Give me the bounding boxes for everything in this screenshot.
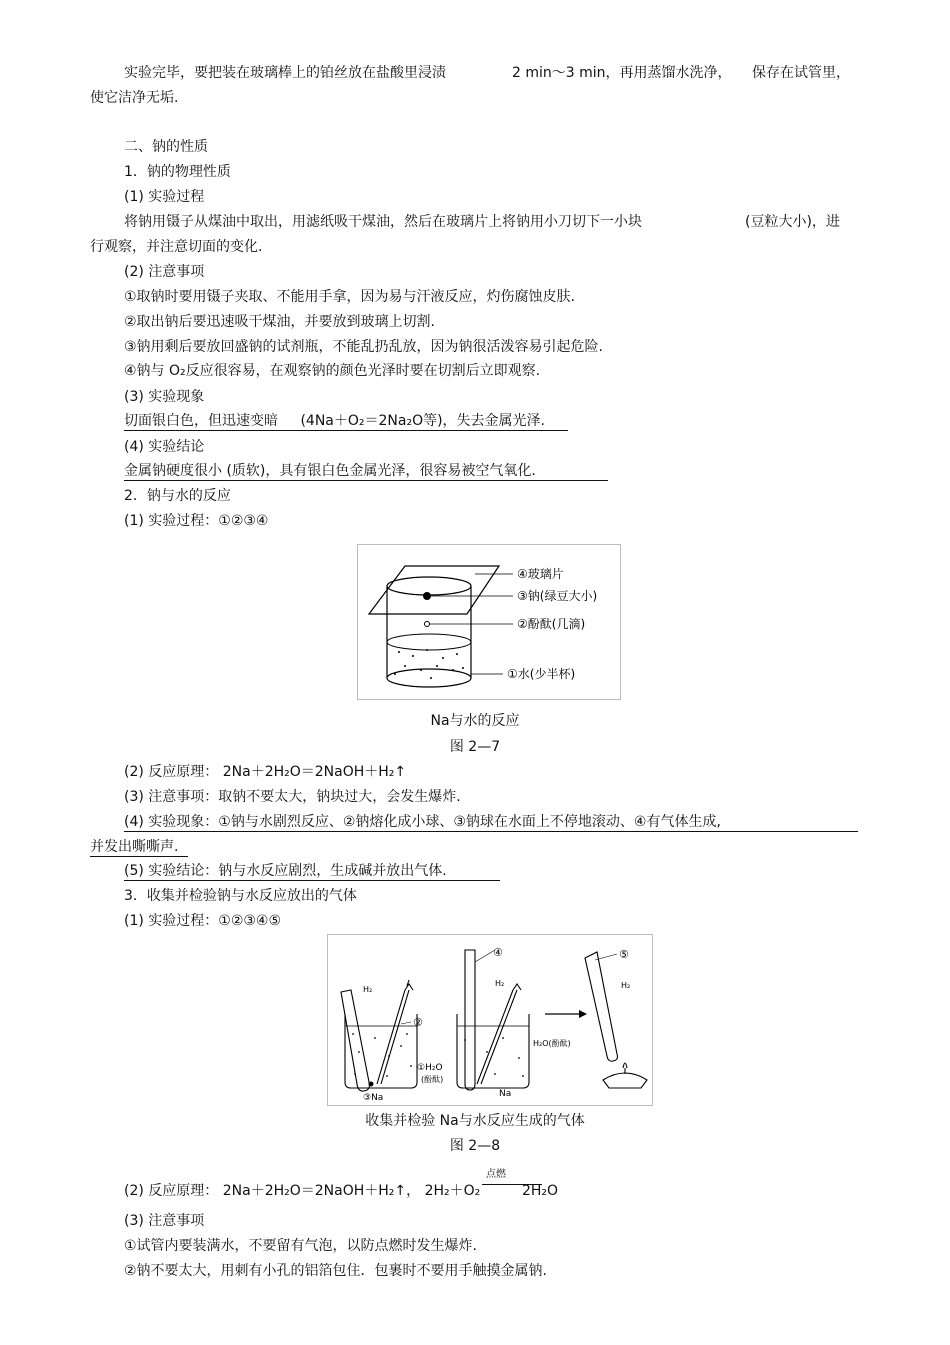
s1-conclusion-title: (4) 实验结论 (124, 439, 205, 455)
glass-plate-shape (369, 566, 499, 614)
s2-phenomenon-line1: (4) 实验现象：①钠与水剧烈反应、②钠熔化成小球、③钠球在水面上不停地滚动、④有气体生成, (124, 815, 858, 832)
section-title: 二、钠的性质 (124, 139, 208, 155)
fig8-label-water: ①H₂O (417, 1063, 443, 1073)
intro-line2: 使它洁净无垢. (90, 90, 179, 106)
fig7-label-sodium: ③钠(绿豆大小) (517, 589, 598, 603)
s3-principle-condition-bar (482, 1184, 542, 1185)
fig8-label-h2-3: H₂ (621, 981, 631, 990)
fig8-caption: 收集并检验 Na与水反应生成的气体 (365, 1113, 585, 1129)
s1-note-4: ④钠与 O₂反应很容易，在观察钠的颜色光泽时要在切割后立即观察. (124, 363, 541, 379)
fig8-label-h2o-phenol: H₂O(酚酞) (533, 1039, 571, 1048)
s1-phenomenon-part2: (4Na＋O₂＝2Na₂O等)，失去金属光泽. (300, 413, 546, 429)
intro-line1-part3: 保存在试管里， (752, 65, 850, 81)
s2-conclusion: (5) 实验结论：钠与水反应剧烈，生成碱并放出气体. (124, 864, 500, 881)
figure-2-8 (327, 934, 653, 1106)
s1-phenomenon-part1: 切面银白色，但迅速变暗 (124, 413, 278, 429)
intro-line1-part2: 2 min～3 min，再用蒸馏水洗净， (512, 65, 732, 81)
fig8-number: 图 2—8 (449, 1138, 501, 1154)
fig7-label-glass: ④玻璃片 (517, 567, 564, 581)
fig7-label-phenol: ②酚酞(几滴) (517, 617, 586, 631)
fig8-label-h2-2: H₂ (495, 979, 505, 988)
fig7-number: 图 2—7 (449, 739, 501, 755)
fig8-label-na-1: ③Na (363, 1093, 384, 1103)
figure-2-7 (357, 544, 621, 700)
s3-process-title: (1) 实验过程：①②③④⑤ (124, 913, 282, 929)
fig8-label-circle2: ② (413, 1016, 423, 1029)
s3-notes-title: (3) 注意事项 (124, 1213, 205, 1229)
s2-notes: (3) 注意事项：取钠不要太大，钠块过大，会发生爆炸. (124, 789, 461, 805)
s3-note-1: ①试管内要装满水，不要留有气泡，以防点燃时发生爆炸. (124, 1238, 477, 1254)
fig8-label-na-2: Na (499, 1089, 512, 1099)
s1-note-1: ①取钠时要用镊子夹取、不能用手拿，因为易与汗液反应，灼伤腐蚀皮肤. (124, 289, 575, 305)
s3-principle-condition: 点燃 (486, 1169, 506, 1180)
s1-process-line1-end: (豆粒大小)，进 (745, 214, 840, 230)
fig8-label-phenol: (酚酞) (421, 1075, 444, 1084)
s3-principle: (2) 反应原理： 2Na＋2H₂O＝2NaOH＋H₂↑， 2H₂＋O₂ (124, 1183, 481, 1199)
s2-principle: (2) 反应原理： 2Na＋2H₂O＝2NaOH＋H₂↑ (124, 764, 407, 780)
s2-process-title: (1) 实验过程：①②③④ (124, 513, 269, 529)
s2-phenomenon-line2: 并发出嘶嘶声. (90, 840, 188, 857)
subsection2-title: 2．钠与水的反应 (124, 488, 231, 504)
sodium-dot (423, 592, 431, 600)
s3-principle-product: 2H₂O (522, 1183, 559, 1199)
s1-conclusion-line: 金属钠硬度很小 (质软)，具有银白色金属光泽，很容易被空气氧化. (124, 464, 608, 481)
s1-process-title: (1) 实验过程 (124, 189, 205, 205)
fig7-caption: Na与水的反应 (430, 713, 520, 729)
s1-phenomenon-line (124, 414, 568, 431)
s3-note-2: ②钠不要太大，用刺有小孔的铝箔包住．包裹时不要用手触摸金属钠. (124, 1263, 547, 1279)
s1-note-3: ③钠用剩后要放回盛钠的试剂瓶，不能乱扔乱放，因为钠很活泼容易引起危险. (124, 339, 603, 355)
fig8-label-h2-1: H₂ (363, 985, 373, 994)
fig7-label-water: ①水(少半杯) (507, 667, 576, 681)
subsection1-title: 1．钠的物理性质 (124, 164, 231, 180)
fig8-label-circle4: ④ (493, 946, 503, 959)
s1-process-line1: 将钠用镊子从煤油中取出，用滤纸吸干煤油，然后在玻璃片上将钠用小刀切下一小块 (124, 214, 642, 230)
s1-phenomenon-title: (3) 实验现象 (124, 389, 205, 405)
subsection3-title: 3．收集并检验钠与水反应放出的气体 (124, 888, 357, 904)
fig8-label-circle5: ⑤ (619, 948, 629, 961)
intro-line1-part1: 实验完毕，要把装在玻璃棒上的铂丝放在盐酸里浸渍 (124, 65, 446, 81)
s1-process-line2: 行观察，并注意切面的变化. (90, 239, 263, 255)
s1-notes-title: (2) 注意事项 (124, 264, 205, 280)
s1-note-2: ②取出钠后要迅速吸干煤油，并要放到玻璃上切割. (124, 314, 435, 330)
